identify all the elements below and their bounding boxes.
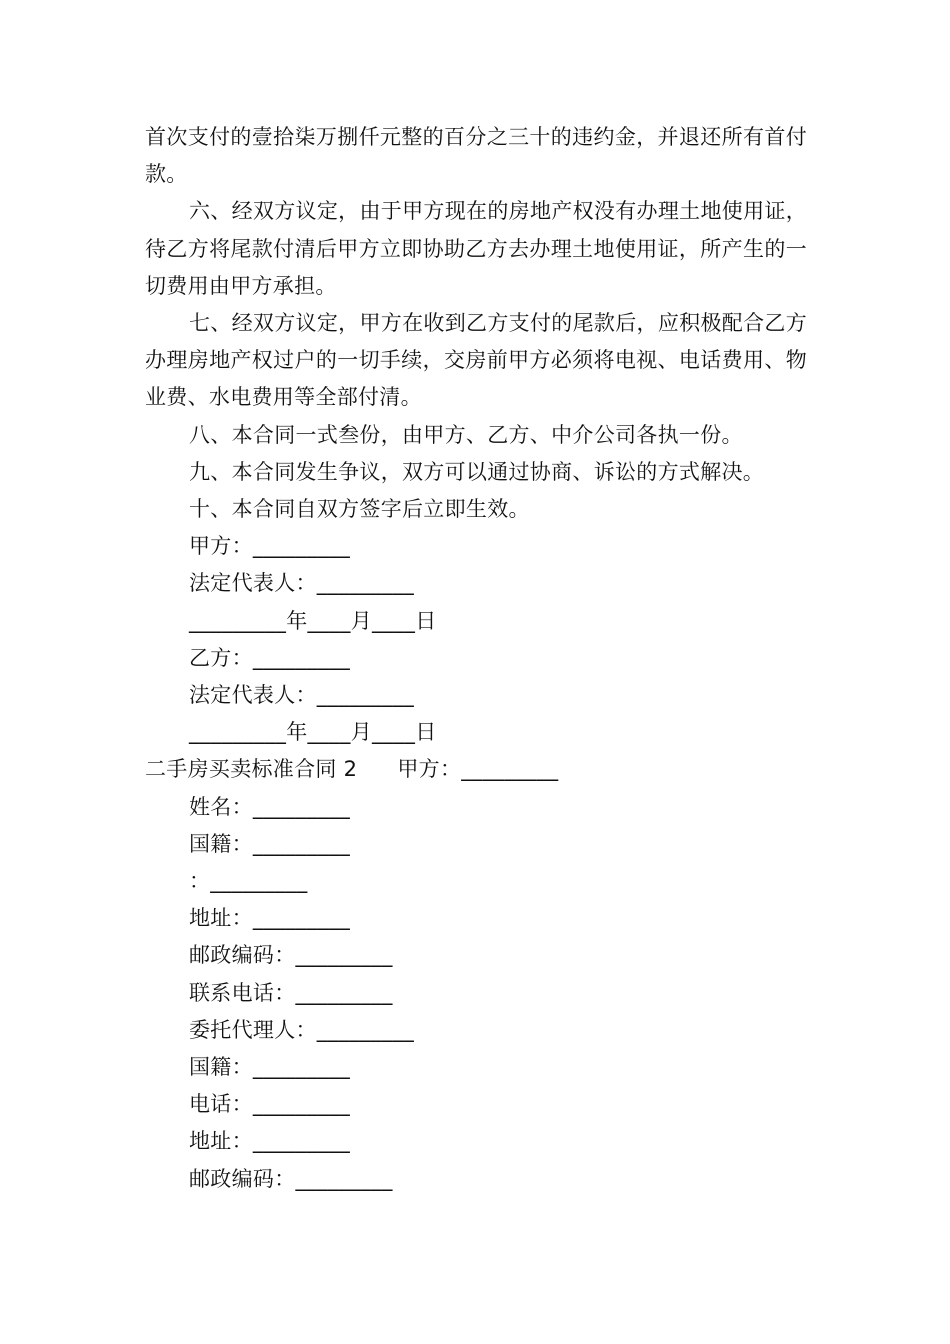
paragraph-continuation: 首次支付的壹拾柒万捌仟元整的百分之三十的违约金，并退还所有首付款。 (145, 125, 807, 187)
clause-8: 八、本合同一式叁份，由甲方、乙方、中介公司各执一份。 (189, 422, 743, 447)
signature-party-a-representative: 法定代表人：_________ (189, 571, 414, 596)
field-name: 姓名：_________ (189, 794, 351, 819)
field-nationality: 国籍：_________ (189, 831, 351, 856)
field-agent-postal-code: 邮政编码：_________ (189, 1166, 393, 1191)
field-agent: 委托代理人：_________ (189, 1017, 414, 1042)
signature-party-b: 乙方：_________ (189, 645, 351, 670)
signature-party-b-date: _________年____月____日 (189, 720, 437, 745)
field-agent-nationality: 国籍：_________ (189, 1055, 351, 1080)
field-agent-phone: 电话：_________ (189, 1092, 351, 1117)
signature-party-b-representative: 法定代表人：_________ (189, 683, 414, 708)
signature-party-a: 甲方：_________ (189, 534, 351, 559)
field-agent-address: 地址：_________ (189, 1129, 351, 1154)
clause-7: 七、经双方议定，甲方在收到乙方支付的尾款后，应积极配合乙方办理房地产权过户的一切手续，交房前甲方必须将电视、电话费用、物业费、水电费用等全部付清。 (145, 311, 807, 410)
clause-6: 六、经双方议定，由于甲方现在的房地产权没有办理土地使用证，待乙方将尾款付清后甲方立即协助乙方去办理土地使用证，所产生的一切费用由甲方承担。 (145, 199, 807, 298)
contract2-heading-line (145, 751, 807, 788)
contract2-party-a: 甲方：_________ (397, 757, 559, 782)
clause-9: 九、本合同发生争议，双方可以通过协商、诉讼的方式解决。 (189, 459, 765, 484)
field-unlabeled: ：_________ (189, 869, 308, 894)
field-contact-phone: 联系电话：_________ (189, 980, 393, 1005)
clause-10: 十、本合同自双方签字后立即生效。 (189, 497, 530, 522)
signature-party-a-date: _________年____月____日 (189, 608, 437, 633)
field-address: 地址：_________ (189, 906, 351, 931)
document-body (145, 119, 807, 1198)
field-postal-code: 邮政编码：_________ (189, 943, 393, 968)
contract2-title: 二手房买卖标准合同 2 (145, 757, 358, 782)
